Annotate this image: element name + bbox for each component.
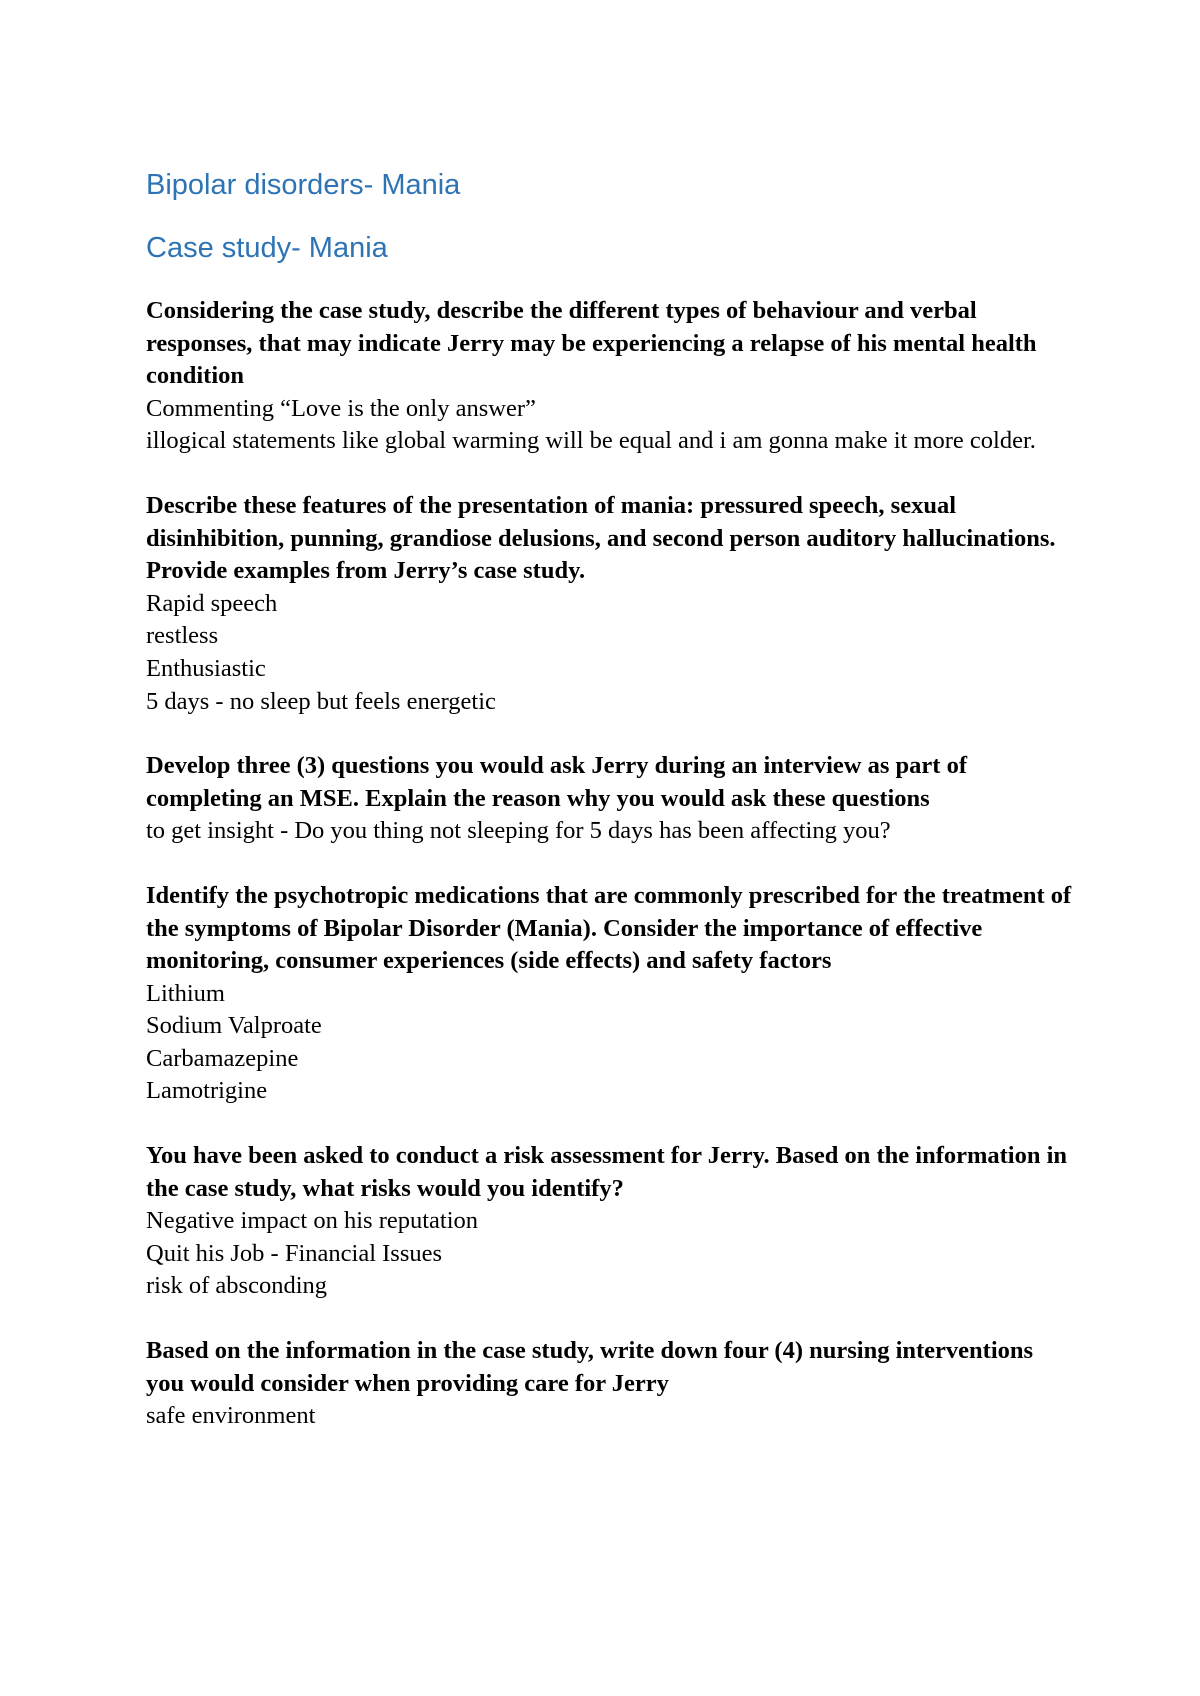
document-content bbox=[146, 168, 1076, 1465]
answer-line: Quit his Job - Financial Issues bbox=[146, 1239, 443, 1267]
answer-line: Lithium bbox=[146, 979, 225, 1007]
question-section-6 bbox=[146, 1335, 1076, 1433]
question-text: You have been asked to conduct a risk assessment for Jerry. Based on the information in the case study, what risks would you identify? bbox=[146, 1142, 1068, 1202]
answer-line: Carbamazepine bbox=[146, 1044, 299, 1072]
answer-list bbox=[146, 1400, 1076, 1433]
answer-line: 5 days - no sleep but feels energetic bbox=[146, 687, 496, 715]
question-section-2 bbox=[146, 490, 1076, 718]
answer-list bbox=[146, 978, 1076, 1108]
question-text: Based on the information in the case study, write down four (4) nursing interventions you would consider when providing care for Jerry bbox=[146, 1337, 1034, 1397]
answer-line: illogical statements like global warming will be equal and i am gonna make it more colder. bbox=[146, 427, 1036, 455]
document-title: Bipolar disorders- Mania bbox=[146, 169, 461, 201]
answer-list bbox=[146, 1205, 1076, 1303]
question-text: Describe these features of the presentation of mania: pressured speech, sexual disinhibition, punning, grandiose delusions, and second person auditory hallucinations. Provide examples from Jerry’s case study. bbox=[146, 491, 1056, 585]
answer-line: restless bbox=[146, 622, 219, 650]
answer-line: Rapid speech bbox=[146, 589, 278, 617]
answer-line: Negative impact on his reputation bbox=[146, 1207, 479, 1235]
answer-line: to get insight - Do you thing not sleeping for 5 days has been affecting you? bbox=[146, 817, 891, 845]
answer-line: safe environment bbox=[146, 1402, 316, 1430]
question-text: Develop three (3) questions you would ask Jerry during an interview as part of completing an MSE. Explain the reason why you would ask these questions bbox=[146, 752, 967, 812]
answer-list bbox=[146, 588, 1076, 718]
document-subtitle: Case study- Mania bbox=[146, 232, 388, 264]
answer-line: Commenting “Love is the only answer” bbox=[146, 394, 536, 422]
answer-list bbox=[146, 815, 1076, 848]
answer-line: risk of absconding bbox=[146, 1272, 327, 1300]
answer-list bbox=[146, 393, 1076, 458]
question-text: Identify the psychotropic medications that are commonly prescribed for the treatment of the symptoms of Bipolar Disorder (Mania). Consider the importance of effective monitoring, consumer experiences (side effects) and safety factors bbox=[146, 881, 1072, 975]
answer-line: Sodium Valproate bbox=[146, 1012, 322, 1040]
question-section-1 bbox=[146, 295, 1076, 458]
question-section-4 bbox=[146, 880, 1076, 1108]
answer-line: Enthusiastic bbox=[146, 654, 266, 682]
question-section-5 bbox=[146, 1140, 1076, 1303]
question-text: Considering the case study, describe the different types of behaviour and verbal responses, that may indicate Jerry may be experiencing a relapse of his mental health condition bbox=[146, 297, 1037, 390]
answer-line: Lamotrigine bbox=[146, 1077, 268, 1105]
question-section-3 bbox=[146, 750, 1076, 848]
